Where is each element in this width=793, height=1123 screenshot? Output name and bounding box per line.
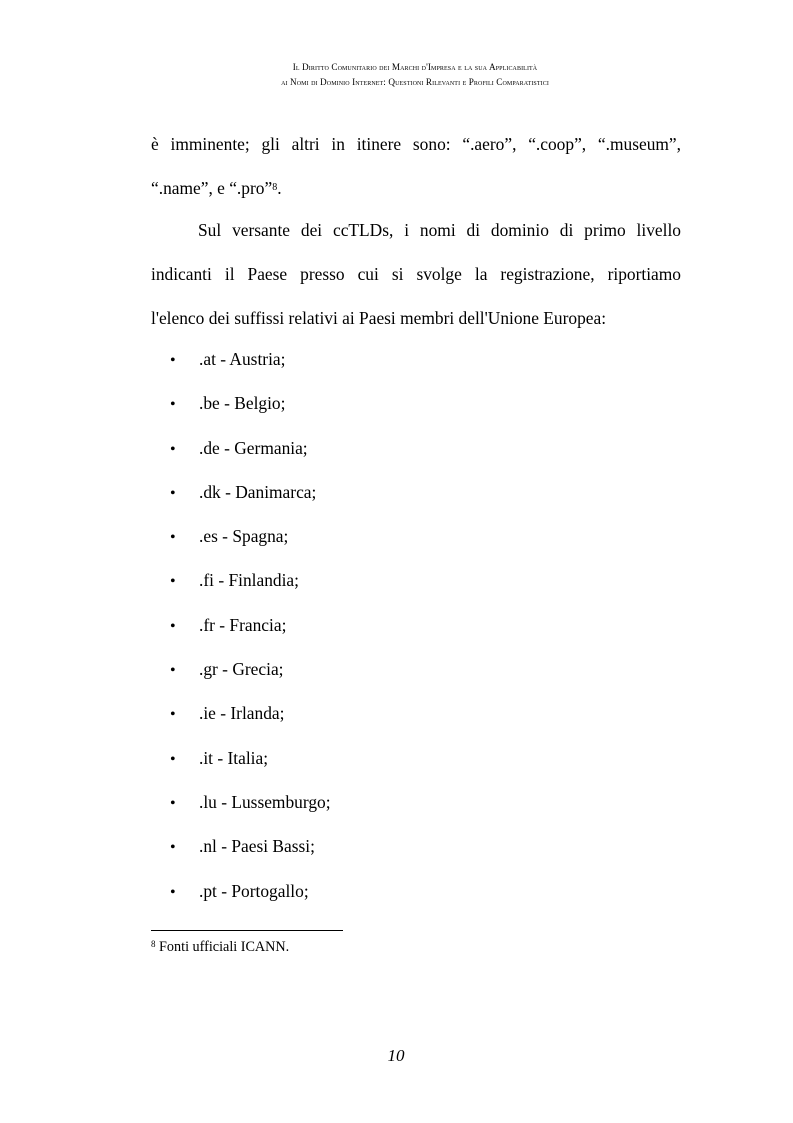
list-item <box>170 514 331 558</box>
eu-cctld-list <box>170 337 331 913</box>
list-item <box>170 691 331 735</box>
paragraph-2 <box>151 208 681 340</box>
footnote-reference: 8 <box>272 182 278 193</box>
list-item-text: .fr - Francia; <box>199 614 287 635</box>
list-item <box>170 337 331 381</box>
list-item <box>170 558 331 602</box>
list-item-text: .gr - Grecia; <box>199 659 284 680</box>
list-item-text: .ie - Irlanda; <box>199 703 285 724</box>
list-item <box>170 381 331 425</box>
bullet-icon: • <box>170 573 176 591</box>
list-item <box>170 470 331 514</box>
paragraph-2-line-2: indicanti il Paese presso cui si svolge la registrazione, riportiamo <box>151 264 681 284</box>
bullet-icon: • <box>170 839 176 857</box>
footnote-text: Fonti ufficiali ICANN. <box>155 939 290 955</box>
bullet-icon: • <box>170 440 176 458</box>
bullet-icon: • <box>170 617 176 635</box>
list-item-text: .be - Belgio; <box>199 393 286 414</box>
list-item-text: .pt - Portogallo; <box>199 880 309 901</box>
list-item-text: .es - Spagna; <box>199 526 289 547</box>
paragraph-1 <box>151 122 681 210</box>
list-item <box>170 647 331 691</box>
list-item-text: .lu - Lussemburgo; <box>199 791 331 812</box>
bullet-icon: • <box>170 794 176 812</box>
bullet-icon: • <box>170 662 176 680</box>
paragraph-1-line-2-text: “.name”, e “.pro” <box>151 178 273 198</box>
bullet-icon: • <box>170 750 176 768</box>
list-item-text: .de - Germania; <box>199 437 308 458</box>
list-item <box>170 603 331 647</box>
bullet-icon: • <box>170 352 176 369</box>
list-item-text: .fi - Finlandia; <box>199 570 299 591</box>
list-item-text: .it - Italia; <box>199 747 269 768</box>
list-item-text: .nl - Paesi Bassi; <box>199 836 315 857</box>
list-item <box>170 736 331 780</box>
footnote-number: 8 <box>151 938 156 949</box>
list-item <box>170 869 331 913</box>
running-header-line-2: ai Nomi di Dominio Internet: Questioni Rilevanti e Profili Comparatistici <box>281 77 549 87</box>
paragraph-1-line-2 <box>151 166 681 210</box>
paragraph-2-line-1: Sul versante dei ccTLDs, i nomi di dominio di primo livello <box>198 220 681 240</box>
list-item-text: .dk - Danimarca; <box>199 481 317 502</box>
running-header-line-1: Il Diritto Comunitario dei Marchi d'Impresa e la sua Applicabilità <box>292 62 538 72</box>
bullet-icon: • <box>170 883 176 901</box>
list-item-text: .at - Austria; <box>199 349 286 369</box>
list-item <box>170 780 331 824</box>
bullet-icon: • <box>170 706 176 724</box>
bullet-icon: • <box>170 484 176 502</box>
bullet-icon: • <box>170 529 176 547</box>
list-item <box>170 426 331 470</box>
paragraph-1-line-1: è imminente; gli altri in itinere sono: “.aero”, “.coop”, “.museum”, <box>151 134 681 154</box>
page-number: 10 <box>387 1046 405 1065</box>
footnote-divider <box>151 930 343 931</box>
bullet-icon: • <box>170 396 176 414</box>
list-item <box>170 824 331 868</box>
footnote <box>151 937 289 957</box>
running-header <box>150 60 680 90</box>
paragraph-2-line-3: l'elenco dei suffissi relativi ai Paesi membri dell'Unione Europea: <box>151 308 607 328</box>
paragraph-1-line-2-end: . <box>277 178 282 198</box>
